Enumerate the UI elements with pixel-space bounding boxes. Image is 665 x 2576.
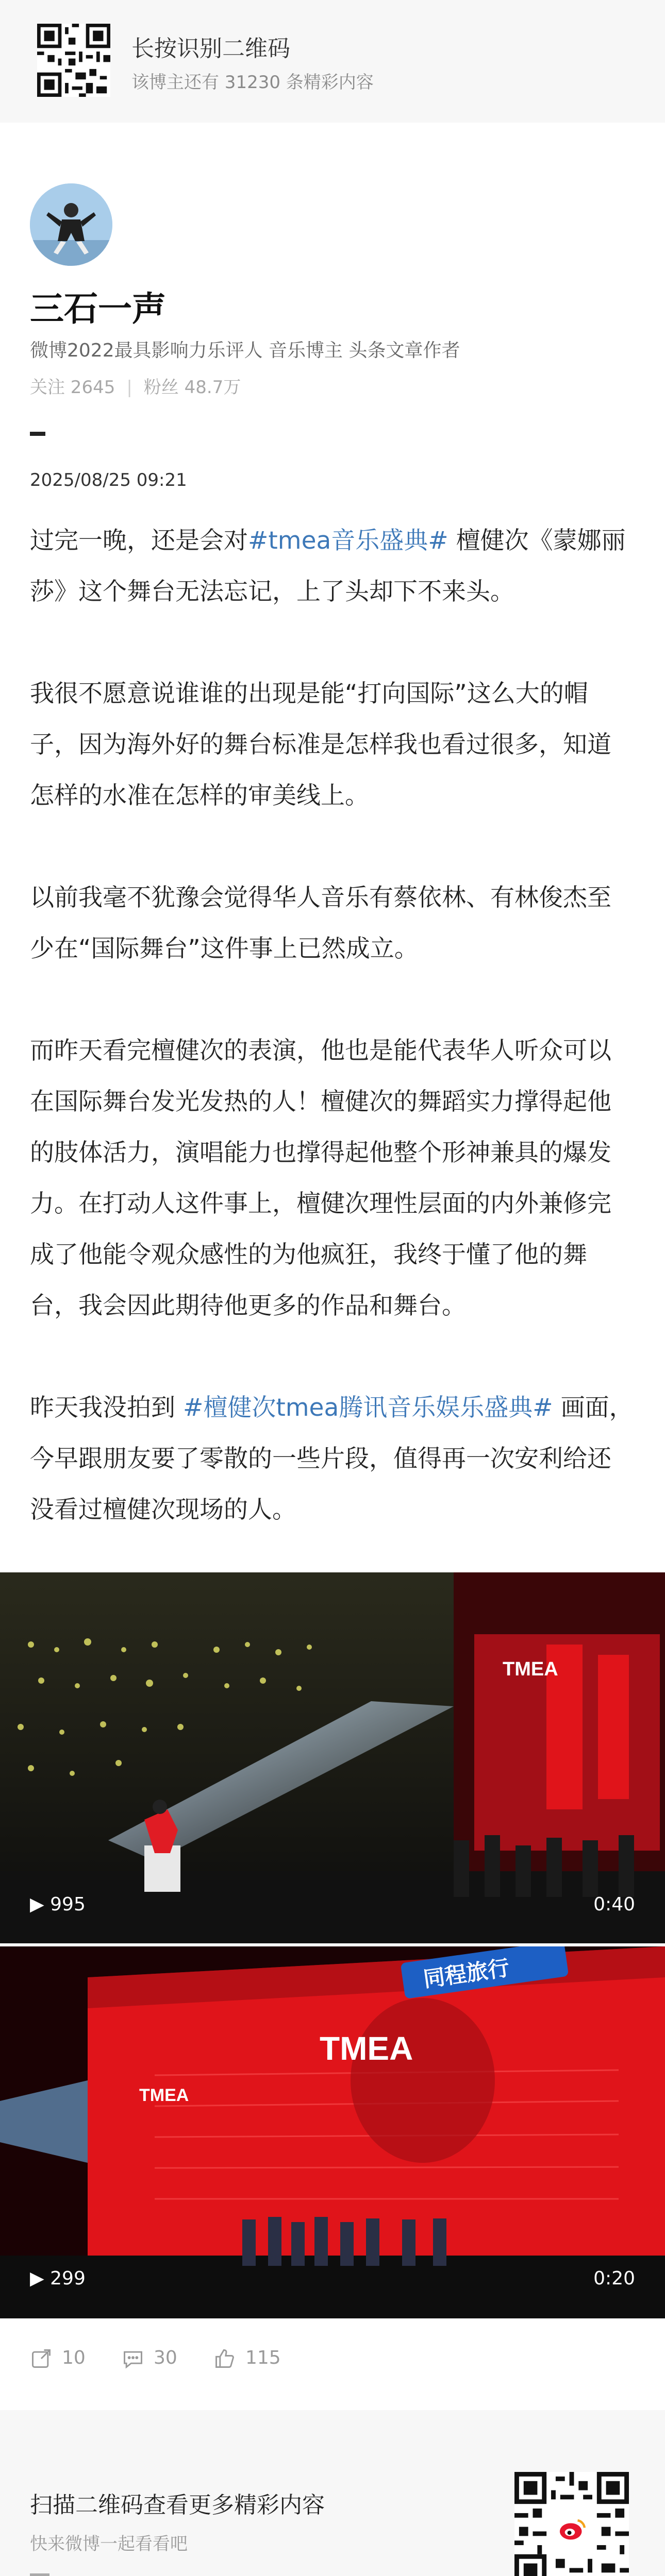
- author-description: 微博2022最具影响力乐评人 音乐博主 头条文章作者: [30, 340, 460, 361]
- divider-dash: [30, 432, 45, 436]
- play-icon: ▶: [30, 2268, 44, 2289]
- play-icon: ▶: [30, 1894, 44, 1915]
- post-paragraph: [30, 1382, 634, 1535]
- text-span: 过完一晚，还是会对: [30, 527, 248, 555]
- divider-dash: [30, 2573, 49, 2576]
- following-count: 关注 2645: [30, 377, 115, 398]
- repost-count: 10: [62, 2347, 86, 2368]
- post-paragraph: 我很不愿意说谁谁的出现是能“打向国际”这么大的帽子，因为海外好的舞台标准是怎样我也看过很多，知道怎样的水准在怎样的审美线上。: [30, 680, 611, 810]
- footer-subtitle: 快来微博一起看看吧: [30, 2534, 188, 2554]
- like-icon: [213, 2347, 236, 2370]
- like-button[interactable]: [213, 2347, 281, 2370]
- screen-banner: 同程旅行: [422, 1955, 511, 1992]
- text-span: 画面，今早跟朋友要了零散的一些片段，值得再一次安利给还没看过檀健次现场的人。: [30, 1394, 634, 1524]
- qr-code-icon[interactable]: [37, 24, 110, 97]
- post-paragraph: 以前我毫不犹豫会觉得华人音乐有蔡依林、有林俊杰至少在“国际舞台”这件事上已然成立。: [30, 884, 611, 963]
- followers-count: 粉丝 48.7万: [143, 377, 241, 398]
- qr-banner: [0, 0, 665, 123]
- qr-banner-title: 长按识别二维码: [131, 36, 290, 62]
- comment-count: 30: [154, 2347, 177, 2368]
- play-count: [30, 2268, 86, 2289]
- author-stats: [30, 373, 241, 398]
- comment-icon: [122, 2347, 144, 2370]
- video-thumbnail[interactable]: [0, 1572, 665, 1943]
- post-paragraph: 而昨天看完檀健次的表演，他也是能代表华人听众可以在国际舞台发光发热的人！檀健次的舞蹈实力撑得起他的肢体活力，演唱能力也撑得起他整个形神兼具的爆发力。在打动人这件事上，檀健次理性层面的内外兼修完成了他能令观众感性的为他疯狂，我终于懂了他的舞台，我会因此期待他更多的作品和舞台。: [30, 1037, 611, 1320]
- play-count: [30, 1894, 86, 1915]
- video-thumbnail[interactable]: [0, 1946, 665, 2318]
- post-date: 2025/08/25 09:21: [30, 470, 187, 490]
- play-count-value: 995: [50, 1894, 86, 1915]
- post-paragraph: [30, 515, 634, 617]
- like-count: 115: [245, 2347, 281, 2368]
- post-body: [30, 515, 634, 1535]
- video-duration: 0:20: [593, 2268, 635, 2289]
- video-duration: 0:40: [593, 1894, 635, 1915]
- hashtag-link[interactable]: #檀健次tmea腾讯音乐娱乐盛典#: [182, 1394, 553, 1422]
- screen-logo: TMEA: [503, 1658, 558, 1680]
- text-span: 昨天我没拍到: [30, 1394, 183, 1422]
- footer-qr-panel: [0, 2410, 665, 2576]
- footer-title: 扫描二维码查看更多精彩内容: [30, 2492, 325, 2518]
- stats-divider: |: [126, 377, 132, 398]
- qr-banner-subtitle: 该博主还有 31230 条精彩内容: [131, 72, 374, 93]
- screen-logo: TMEA: [320, 2030, 413, 2067]
- avatar[interactable]: [30, 183, 112, 266]
- play-count-value: 299: [50, 2268, 86, 2289]
- hashtag-link[interactable]: #tmea音乐盛典#: [248, 527, 448, 555]
- screen-logo: TMEA: [139, 2086, 189, 2105]
- comment-button[interactable]: [122, 2347, 177, 2370]
- repost-icon: [30, 2347, 53, 2370]
- qr-code-icon[interactable]: [514, 2472, 629, 2576]
- author-name[interactable]: 三石一声: [30, 289, 166, 329]
- repost-button[interactable]: [30, 2347, 86, 2370]
- text-span: 檀健次《蒙娜丽莎》这个舞台无法忘记，上了头却下不来头。: [30, 527, 626, 606]
